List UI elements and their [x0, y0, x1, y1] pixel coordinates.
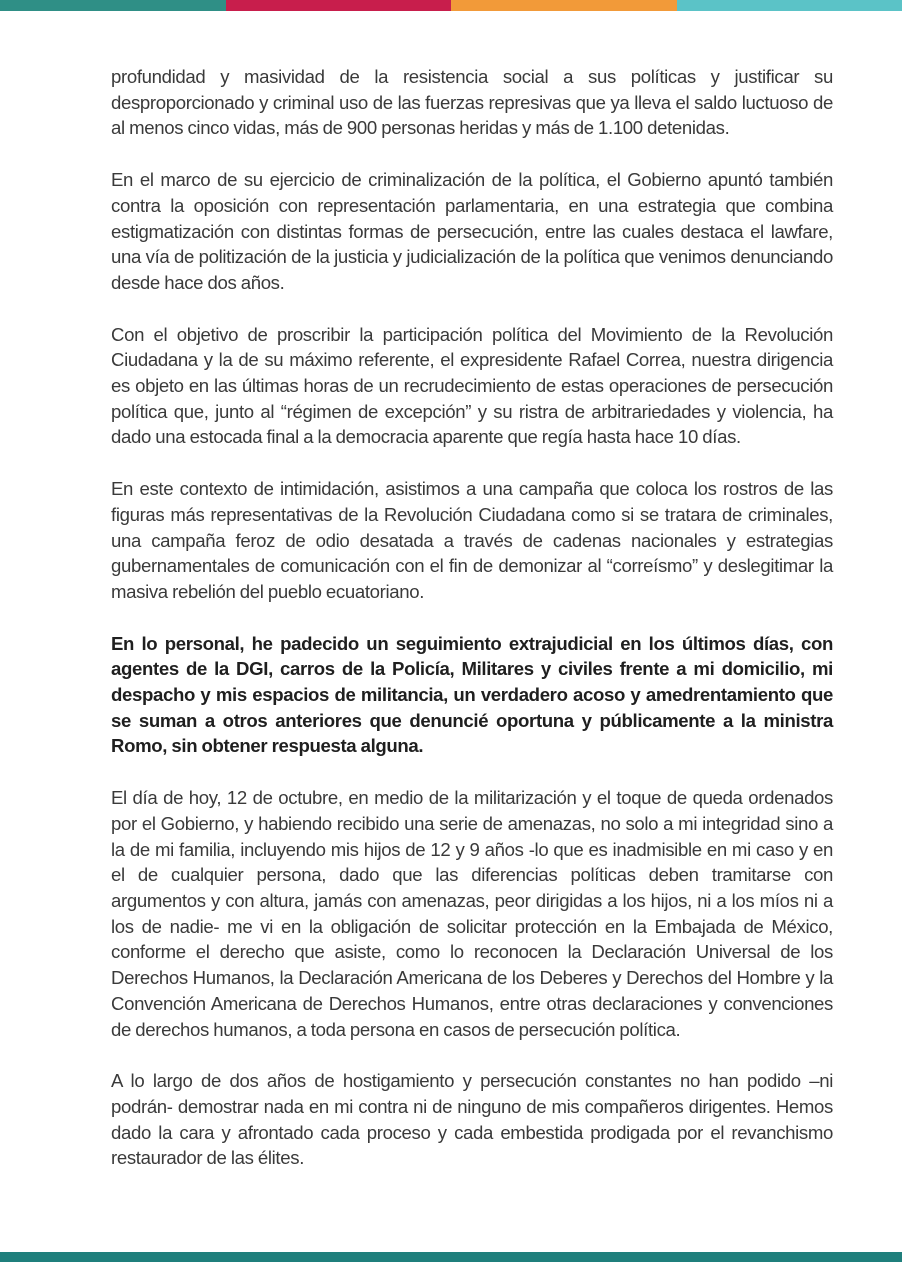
top-bar-segment-teal [0, 0, 226, 11]
paragraph-6: El día de hoy, 12 de octubre, en medio de la militarización y el toque de queda ordenados por el Gobierno, y habiendo recibido una serie de amenazas, no solo a mi integridad sino a la de mi familia, incluyendo mis hijos de 12 y 9 años -lo que es inadmisible en mi caso y en el de cualquier persona, dado que las diferencias políticas deben tramitarse con argumentos y con altura, jamás con amenazas, peor dirigidas a los hijos, ni a los míos ni a los de nadie- me vi en la obligación de solicitar protección en la Embajada de México, conforme el derecho que asiste, como lo reconocen la Declaración Universal de los Derechos Humanos, la Declaración Americana de los Deberes y Derechos del Hombre y la Convención Americana de Derechos Humanos, entre otras declaraciones y convenciones de derechos humanos, a toda persona en casos de persecución política. [111, 787, 833, 1040]
paragraph-5-bold: En lo personal, he padecido un seguimiento extrajudicial en los últimos días, con agentes de la DGI, carros de la Policía, Militares y civiles frente a mi domicilio, mi despacho y mis espacios de militancia, un verdadero acoso y amedrentamiento que se suman a otros anteriores que denuncié oportuna y públicamente a la ministra Romo, sin obtener respuesta alguna. [111, 632, 833, 757]
paragraph-4: En este contexto de intimidación, asistimos a una campaña que coloca los rostros de las figuras más representativas de la Revolución Ciudadana como si se tratara de criminales, una campaña feroz de odio desatada a través de cadenas nacionales y estrategias gubernamentales de comunicación con el fin de demonizar al “correísmo” y deslegitimar la masiva rebelión del pueblo ecuatoriano. [111, 478, 833, 602]
paragraph-3: Con el objetivo de proscribir la participación política del Movimiento de la Revolución Ciudadana y la de su máximo referente, el expresidente Rafael Correa, nuestra dirigencia es objeto en las últimas horas de un recrudecimiento de estas operaciones de persecución política que, junto al “régimen de excepción” y su ristra de arbitrariedades y violencia, ha dado una estocada final a la democracia aparente que regía hasta hace 10 días. [111, 323, 833, 448]
top-color-bar [0, 0, 902, 11]
top-bar-segment-magenta [226, 0, 452, 11]
bottom-color-bar [0, 1252, 902, 1262]
paragraph-2: En el marco de su ejercicio de criminalización de la política, el Gobierno apuntó también contra la oposición con representación parlamentaria, en una estrategia que combina estigmatización con distintas formas de persecución, entre las cuales destaca el lawfare, una vía de politización de la justicia y judicialización de la política que venimos denunciando desde hace dos años. [111, 169, 833, 293]
paragraph-1: profundidad y masividad de la resistencia social a sus políticas y justificar su desproporcionado y criminal uso de las fuerzas represivas que ya lleva el saldo luctuoso de al menos cinco vidas, más de 900 personas heridas y más de 1.100 detenidas. [111, 66, 833, 139]
document-body [111, 64, 833, 1197]
paragraph-7: A lo largo de dos años de hostigamiento y persecución constantes no han podido –ni podrán- demostrar nada en mi contra ni de ninguno de mis compañeros dirigentes. Hemos dado la cara y afrontado cada proceso y cada embestida prodigada por el revanchismo restaurador de las élites. [111, 1070, 833, 1169]
top-bar-segment-orange [451, 0, 677, 11]
top-bar-segment-cyan [677, 0, 902, 11]
